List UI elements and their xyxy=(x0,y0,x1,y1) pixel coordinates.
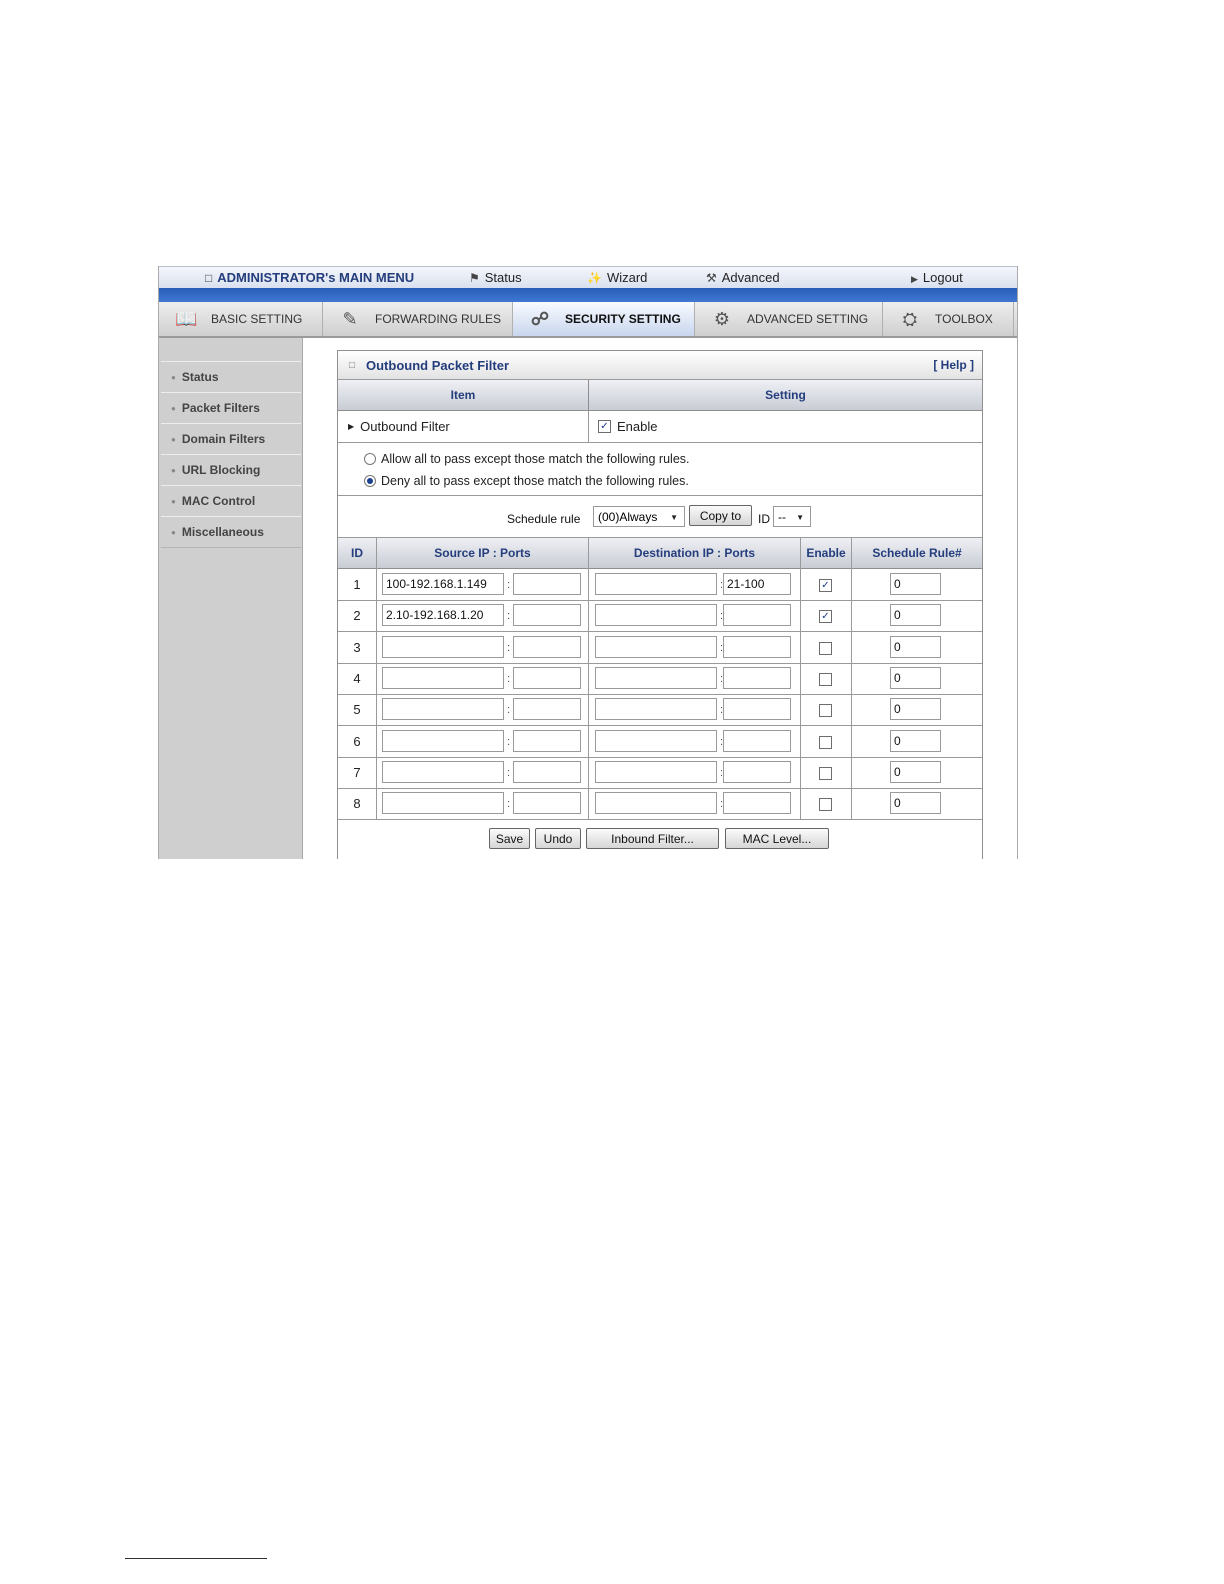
row-id: 7 xyxy=(353,765,361,780)
colon-separator: : xyxy=(507,610,511,622)
save-button[interactable]: Save xyxy=(489,828,530,849)
colon-separator: : xyxy=(720,767,724,779)
outbound-filter-text: Outbound Filter xyxy=(360,419,450,434)
schedule-rule-label: Schedule rule xyxy=(507,512,581,526)
column-divider xyxy=(376,538,377,819)
row-id: 8 xyxy=(353,796,361,811)
tab-security-setting[interactable] xyxy=(513,302,695,336)
sidebar-item-packet-filters[interactable] xyxy=(161,392,301,424)
square-icon: □ xyxy=(205,271,213,285)
footnote-rule xyxy=(125,1558,267,1559)
logout-menu-label: Logout xyxy=(922,270,963,285)
colon-separator: : xyxy=(507,579,511,591)
row-divider xyxy=(338,663,982,664)
person-icon: ⚑ xyxy=(469,271,480,285)
row-divider xyxy=(338,694,982,695)
source-port-input[interactable] xyxy=(513,761,581,783)
colon-separator: : xyxy=(507,704,511,716)
schedule-rule-input[interactable]: 0 xyxy=(890,573,941,595)
source-port-input[interactable] xyxy=(513,730,581,752)
allow-rule-radio[interactable] xyxy=(364,453,376,465)
sidebar-item-status[interactable] xyxy=(161,361,301,393)
status-menu-label: Status xyxy=(484,270,522,285)
source-ip-input[interactable] xyxy=(382,792,504,814)
wizard-menu-link[interactable] xyxy=(587,270,647,285)
colon-separator: : xyxy=(720,642,724,654)
destination-ip-input[interactable] xyxy=(595,698,717,720)
sidebar-item-label: Domain Filters xyxy=(181,432,266,446)
allow-rule-option[interactable] xyxy=(364,449,690,469)
destination-port-input[interactable]: 21-100 xyxy=(723,573,791,595)
row-divider xyxy=(338,757,982,758)
tab-label: BASIC SETTING xyxy=(211,312,303,326)
destination-ip-input[interactable] xyxy=(595,730,717,752)
schedule-rule-input[interactable]: 0 xyxy=(890,636,941,658)
divider xyxy=(338,442,982,443)
advanced-menu-label: Advanced xyxy=(721,270,780,285)
colon-separator: : xyxy=(720,610,724,622)
chevron-down-icon: ▼ xyxy=(796,513,804,522)
arrow-right-icon: ▶ xyxy=(911,274,918,284)
rule-enable-checkbox[interactable] xyxy=(819,798,832,811)
schedule-rule-value: (00)Always xyxy=(598,509,658,524)
wand-icon: ✨ xyxy=(587,271,602,285)
sidebar xyxy=(159,338,303,859)
colon-separator: : xyxy=(507,642,511,654)
source-port-input[interactable] xyxy=(513,792,581,814)
main-menu-bar xyxy=(159,266,1017,289)
rule-enable-checkbox[interactable]: ✓ xyxy=(819,610,832,623)
outbound-enable xyxy=(598,411,657,442)
destination-ip-input[interactable] xyxy=(595,604,717,626)
rule-enable-checkbox[interactable] xyxy=(819,736,832,749)
wizard-menu-label: Wizard xyxy=(606,270,648,285)
sidebar-item-label: Status xyxy=(181,370,219,384)
panel-header xyxy=(338,351,982,380)
colon-separator: : xyxy=(507,736,511,748)
bullet-icon: ● xyxy=(171,434,176,444)
source-port-input[interactable] xyxy=(513,698,581,720)
row-divider xyxy=(338,631,982,632)
colon-separator: : xyxy=(720,798,724,810)
source-ip-input[interactable]: 100-192.168.1.149 xyxy=(382,573,504,595)
schedule-rule-input[interactable]: 0 xyxy=(890,792,941,814)
source-ip-input[interactable] xyxy=(382,667,504,689)
book-icon: 📖 xyxy=(175,308,198,329)
tab-label: SECURITY SETTING xyxy=(565,312,681,326)
inbound-filter-button[interactable]: Inbound Filter... xyxy=(586,828,719,849)
schedule-rule-input[interactable]: 0 xyxy=(890,761,941,783)
source-ip-input[interactable]: 2.10-192.168.1.20 xyxy=(382,604,504,626)
source-port-input[interactable] xyxy=(513,667,581,689)
divider xyxy=(338,495,982,496)
row-id: 1 xyxy=(353,577,361,592)
tab-label: FORWARDING RULES xyxy=(375,312,502,326)
chevron-down-icon: ▼ xyxy=(670,513,678,522)
bullet-icon: ● xyxy=(171,465,176,475)
tab-label: ADVANCED SETTING xyxy=(747,312,869,326)
destination-port-input[interactable] xyxy=(723,667,791,689)
row-id: 3 xyxy=(353,640,361,655)
destination-ip-input[interactable] xyxy=(595,761,717,783)
deny-rule-label: Deny all to pass except those match the following rules. xyxy=(381,474,689,488)
lock-icon: ☍ xyxy=(530,308,550,329)
header-banner xyxy=(159,288,1017,302)
tab-basic-setting[interactable] xyxy=(159,302,323,336)
column-divider xyxy=(851,538,852,819)
schedule-rule-input[interactable]: 0 xyxy=(890,698,941,720)
main-menu-label: ADMINISTRATOR's MAIN MENU xyxy=(217,270,415,285)
panel-title: Outbound Packet Filter xyxy=(366,358,510,373)
rule-enable-checkbox[interactable] xyxy=(819,767,832,780)
tab-bar xyxy=(159,302,1017,338)
destination-column-header: Destination IP : Ports xyxy=(589,538,801,569)
sidebar-item-label: URL Blocking xyxy=(181,463,261,477)
column-divider xyxy=(800,538,801,819)
tab-toolbox[interactable] xyxy=(883,302,1014,336)
schedule-rule-input[interactable]: 0 xyxy=(890,730,941,752)
schedule-column-header: Schedule Rule# xyxy=(852,538,982,569)
rule-enable-checkbox[interactable] xyxy=(819,673,832,686)
destination-ip-input[interactable] xyxy=(595,792,717,814)
sidebar-item-label: Packet Filters xyxy=(181,401,260,415)
sidebar-item-label: MAC Control xyxy=(181,494,256,508)
rule-enable-checkbox[interactable] xyxy=(819,704,832,717)
item-column-header: Item xyxy=(338,380,589,411)
deny-rule-radio[interactable] xyxy=(364,475,376,487)
bullet-icon: ● xyxy=(171,372,176,382)
column-divider xyxy=(588,538,589,819)
sidebar-item-domain-filters[interactable] xyxy=(161,423,301,455)
tab-label: TOOLBOX xyxy=(935,312,993,326)
mac-level-button[interactable]: MAC Level... xyxy=(725,828,829,849)
source-ip-input[interactable] xyxy=(382,730,504,752)
row-divider xyxy=(338,725,982,726)
id-select[interactable] xyxy=(773,506,811,527)
enable-label: Enable xyxy=(617,419,658,434)
arrow-right-icon: ▶ xyxy=(348,422,355,431)
destination-ip-input[interactable] xyxy=(595,573,717,595)
square-icon: □ xyxy=(349,360,356,371)
tab-advanced-setting[interactable] xyxy=(695,302,883,336)
gear-icon: ⚙ xyxy=(713,308,731,329)
source-ip-input[interactable] xyxy=(382,761,504,783)
row-divider xyxy=(338,819,982,820)
schedule-rule-select[interactable] xyxy=(593,506,685,527)
colon-separator: : xyxy=(720,673,724,685)
outbound-filter-panel xyxy=(337,350,983,859)
colon-separator: : xyxy=(507,767,511,779)
row-id: 5 xyxy=(353,702,361,717)
source-port-input[interactable] xyxy=(513,636,581,658)
destination-port-input[interactable] xyxy=(723,698,791,720)
help-link[interactable]: [ Help ] xyxy=(933,358,974,372)
id-label: ID xyxy=(758,512,770,526)
source-port-input[interactable] xyxy=(513,604,581,626)
bullet-icon: ● xyxy=(171,527,176,537)
source-ip-input[interactable] xyxy=(382,636,504,658)
sidebar-item-miscellaneous[interactable] xyxy=(161,516,301,548)
schedule-rule-input[interactable]: 0 xyxy=(890,604,941,626)
bullet-icon: ● xyxy=(171,496,176,506)
advanced-menu-link[interactable] xyxy=(706,270,780,285)
destination-port-input[interactable] xyxy=(723,792,791,814)
logout-menu-link[interactable] xyxy=(911,270,963,285)
destination-port-input[interactable] xyxy=(723,730,791,752)
destination-port-input[interactable] xyxy=(723,761,791,783)
destination-ip-input[interactable] xyxy=(595,667,717,689)
colon-separator: : xyxy=(507,673,511,685)
id-value: -- xyxy=(778,509,786,524)
destination-ip-input[interactable] xyxy=(595,636,717,658)
divider xyxy=(588,411,589,442)
toolbox-icon: ⛭ xyxy=(902,308,918,329)
status-menu-link[interactable] xyxy=(469,270,522,285)
tab-forwarding-rules[interactable] xyxy=(323,302,513,336)
copy-to-button[interactable]: Copy to xyxy=(689,505,752,526)
deny-rule-option[interactable] xyxy=(364,471,689,491)
destination-port-input[interactable] xyxy=(723,636,791,658)
main-menu-link[interactable] xyxy=(205,270,414,285)
row-divider xyxy=(338,600,982,601)
undo-button[interactable]: Undo xyxy=(535,828,581,849)
setting-column-header: Setting xyxy=(589,380,982,411)
colon-separator: : xyxy=(720,579,724,591)
source-column-header: Source IP : Ports xyxy=(377,538,589,569)
tools-icon: ⚒ xyxy=(706,271,717,285)
outbound-filter-label xyxy=(348,411,450,442)
destination-port-input[interactable] xyxy=(723,604,791,626)
row-divider xyxy=(338,788,982,789)
colon-separator: : xyxy=(720,736,724,748)
colon-separator: : xyxy=(720,704,724,716)
outbound-enable-checkbox[interactable]: ✓ xyxy=(598,420,611,433)
allow-rule-label: Allow all to pass except those match the following rules. xyxy=(381,452,690,466)
row-id: 2 xyxy=(353,608,361,623)
enable-column-header: Enable xyxy=(801,538,852,569)
rule-enable-checkbox[interactable] xyxy=(819,642,832,655)
row-id: 6 xyxy=(353,734,361,749)
sidebar-item-mac-control[interactable] xyxy=(161,485,301,517)
sidebar-item-label: Miscellaneous xyxy=(181,525,264,539)
schedule-rule-input[interactable]: 0 xyxy=(890,667,941,689)
source-ip-input[interactable] xyxy=(382,698,504,720)
sidebar-item-url-blocking[interactable] xyxy=(161,454,301,486)
wrench-icon: ✎ xyxy=(342,308,358,329)
colon-separator: : xyxy=(507,798,511,810)
bullet-icon: ● xyxy=(171,403,176,413)
router-admin-window xyxy=(158,266,1018,859)
row-id: 4 xyxy=(353,671,361,686)
rule-enable-checkbox[interactable]: ✓ xyxy=(819,579,832,592)
id-column-header: ID xyxy=(338,538,377,569)
source-port-input[interactable] xyxy=(513,573,581,595)
